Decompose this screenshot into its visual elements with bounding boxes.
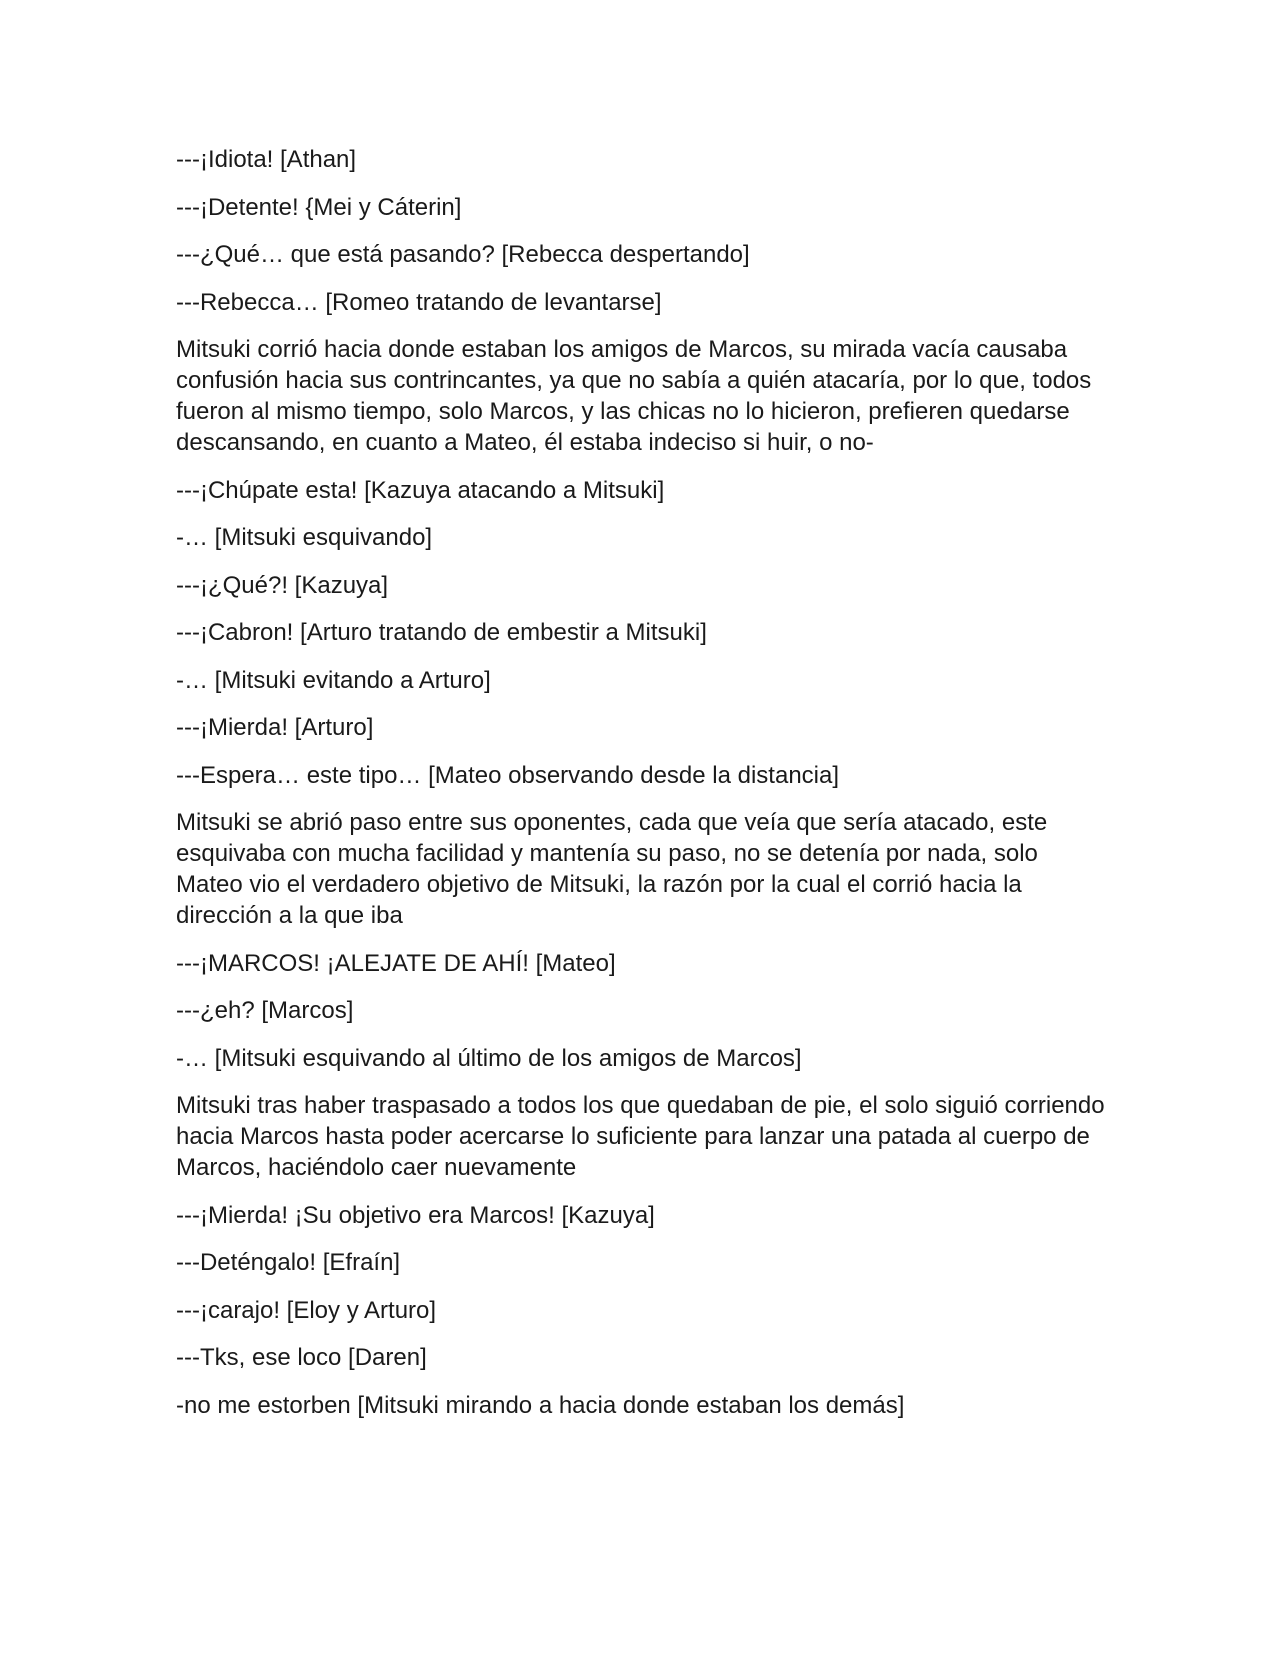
dialogue-line: ---¡Idiota! [Athan] bbox=[176, 146, 357, 173]
dialogue-line: ---¡MARCOS! ¡ALEJATE DE AHÍ! [Mateo] bbox=[176, 949, 616, 977]
dialogue-line: -… [Mitsuki evitando a Arturo] bbox=[176, 666, 491, 694]
dialogue-line: ---¿Qué… que está pasando? [Rebecca despertando] bbox=[176, 241, 750, 268]
dialogue-line: ---¡Chúpate esta! [Kazuya atacando a Mitsuki] bbox=[176, 476, 665, 504]
dialogue-line: -… [Mitsuki esquivando] bbox=[176, 524, 433, 551]
dialogue-line: ---¡Mierda! ¡Su objetivo era Marcos! [Kazuya] bbox=[176, 1201, 655, 1229]
dialogue-line: ---¡Detente! {Mei y Cáterin] bbox=[176, 193, 462, 221]
dialogue-line: ---Deténgalo! [Efraín] bbox=[176, 1249, 401, 1276]
dialogue-line: ---Espera… este tipo… [Mateo observando desde la distancia] bbox=[176, 761, 840, 789]
dialogue-line: ---Tks, ese loco [Daren] bbox=[176, 1344, 427, 1371]
dialogue-line: ---¡Mierda! [Arturo] bbox=[176, 714, 374, 741]
dialogue-line: ---¡Cabron! [Arturo tratando de embestir a Mitsuki] bbox=[176, 619, 707, 646]
narrative-paragraph: Mitsuki tras haber traspasado a todos los que quedaban de pie, el solo siguió corriendo hacia Marcos hasta poder acercarse lo suficiente para lanzar una patada al cuerpo de Marcos, haciéndolo caer nuevamente bbox=[176, 1092, 1105, 1181]
dialogue-line: -no me estorben [Mitsuki mirando a hacia donde estaban los demás] bbox=[176, 1391, 905, 1419]
document-body bbox=[176, 144, 1106, 1437]
dialogue-line: ---¿eh? [Marcos] bbox=[176, 997, 354, 1024]
narrative-paragraph: Mitsuki corrió hacia donde estaban los amigos de Marcos, su mirada vacía causaba confusión hacia sus contrincantes, ya que no sabía a quién atacaría, por lo que, todos fueron al mismo tiempo, solo Marcos, y las chicas no lo hicieron, prefieren quedarse descansando, en cuanto a Mateo, él estaba indeciso si huir, o no- bbox=[176, 336, 1092, 456]
dialogue-line: ---Rebecca… [Romeo tratando de levantarse] bbox=[176, 288, 662, 316]
dialogue-line: ---¡¿Qué?! [Kazuya] bbox=[176, 571, 389, 599]
dialogue-line: -… [Mitsuki esquivando al último de los amigos de Marcos] bbox=[176, 1044, 802, 1072]
narrative-paragraph: Mitsuki se abrió paso entre sus oponentes, cada que veía que sería atacado, este esquivaba con mucha facilidad y mantenía su paso, no se detenía por nada, solo Mateo vio el verdadero objetivo de Mitsuki, la razón por la cual el corrió hacia la dirección a la que iba bbox=[176, 809, 1048, 929]
dialogue-line: ---¡carajo! [Eloy y Arturo] bbox=[176, 1296, 437, 1324]
